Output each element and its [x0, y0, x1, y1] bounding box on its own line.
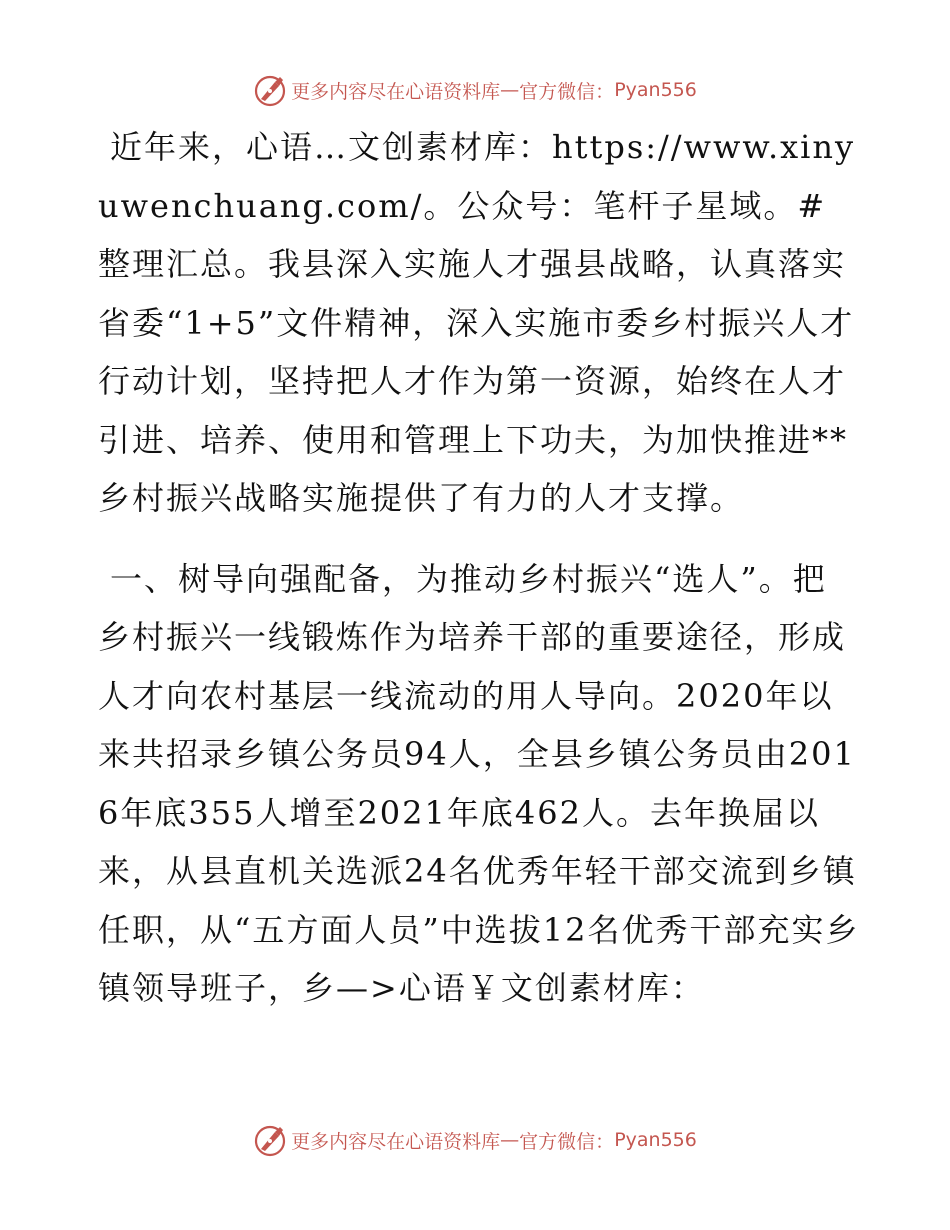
- paragraph-intro: 近年来，心语…文创素材库：https://www.xinyuwenchuang.com/。公众号：笔杆子星域。#整理汇总。我县深入实施人才强县战略，认真落实省委“1+5”文件精神，深入实施市委乡村振兴人才行动计划，坚持把人才作为第一资源，始终在人才引进、培养、使用和管理上下功夫，为加快推进**乡村振兴战略实施提供了有力的人才支撑。: [98, 128, 856, 517]
- pen-nib-logo-icon: [253, 73, 287, 107]
- pen-nib-logo-icon: [253, 1123, 287, 1157]
- watermark-official: 官方微信：: [519, 80, 615, 103]
- paragraph-section-one: 一、树导向强配备，为推动乡村振兴“选人”。把乡村振兴一线锻炼作为培养干部的重要途径，形成人才向农村基层一线流动的用人导向。2020年以来共招录乡镇公务员94人，全县乡镇公务员由2016年底355人增至2021年底462人。去年换届以来，从县直机关选派24名优秀年轻干部交流到乡镇任职，从“五方面人员”中选拔12名优秀干部充实乡镇领导班子，乡—>心语￥文创素材库：: [98, 559, 860, 1007]
- watermark-wechat-id: Pyan556: [614, 79, 697, 101]
- watermark-separator: —: [500, 1129, 520, 1151]
- watermark-text: 更多内容尽在心语资料库: [291, 80, 501, 103]
- header-watermark: [0, 70, 950, 110]
- document-body: [98, 118, 860, 1018]
- watermark-official: 官方微信：: [519, 1130, 615, 1153]
- watermark-text: 更多内容尽在心语资料库: [291, 1130, 501, 1153]
- watermark-separator: —: [500, 79, 520, 101]
- watermark-wechat-id: Pyan556: [614, 1129, 697, 1151]
- footer-watermark: [0, 1120, 950, 1160]
